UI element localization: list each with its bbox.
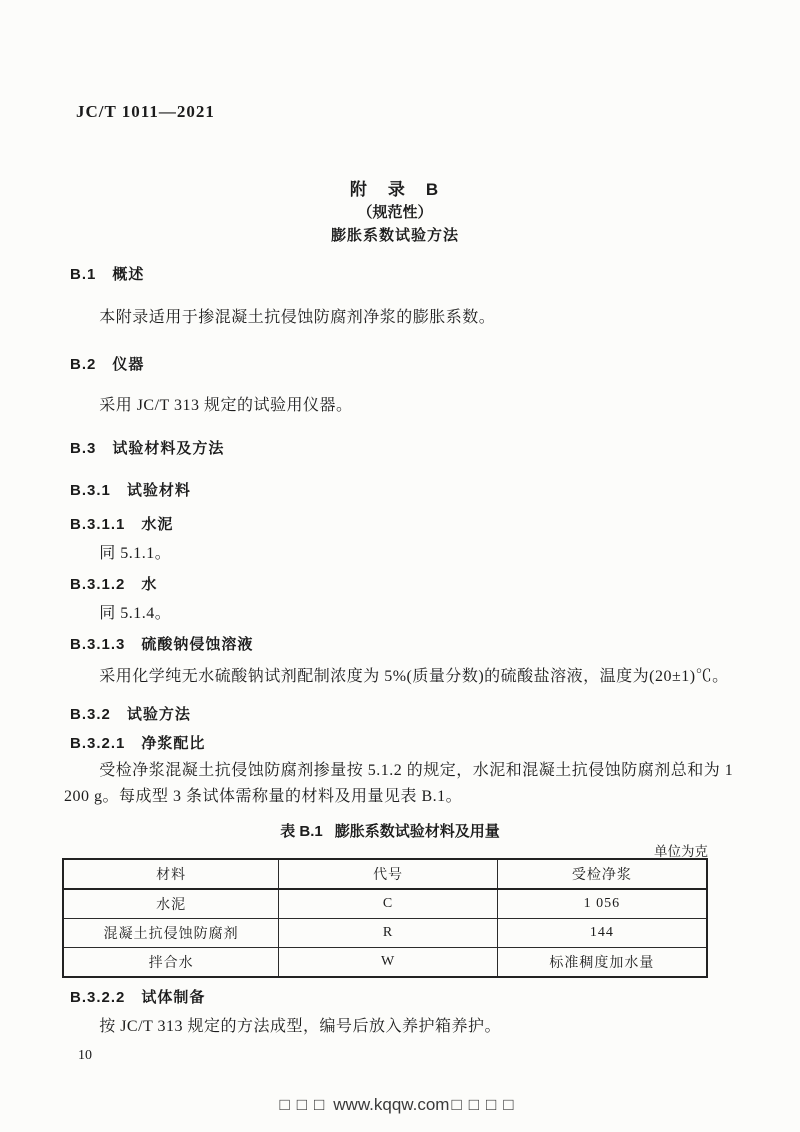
section-number: B.3.1.1 [70, 516, 126, 533]
table-row [63, 889, 707, 919]
paragraph-b1: 本附录适用于掺混凝土抗侵蚀防腐剂净浆的膨胀系数。 [99, 309, 496, 326]
section-title: 硫酸钠侵蚀溶液 [141, 636, 254, 653]
cell-code: R [279, 919, 497, 948]
section-heading-b1 [70, 263, 144, 284]
watermark-boxes-left: □□□ [279, 1095, 332, 1114]
paragraph-b2: 采用 JC/T 313 规定的试验用仪器。 [99, 397, 353, 414]
table-header-row [63, 859, 707, 889]
section-heading-b313 [70, 633, 253, 654]
appendix-title-line2: （规范性） [357, 204, 433, 221]
cell-sample: 1 056 [497, 889, 707, 919]
cell-sample: 144 [497, 919, 707, 948]
section-title: 净浆配比 [141, 735, 206, 752]
cell-material: 拌合水 [63, 948, 279, 978]
doc-code: JC/T 1011—2021 [76, 102, 215, 121]
paragraph-b312: 同 5.1.4。 [99, 605, 172, 622]
page-number: 10 [78, 1048, 92, 1063]
paragraph-b321: 受检净浆混凝土抗侵蚀防腐剂掺量按 5.1.2 的规定，水泥和混凝土抗侵蚀防腐剂总和为 1 200 g。每成型 3 条试体需称量的材料及用量见表 B.1。 [64, 762, 734, 805]
section-number: B.3.1.2 [70, 576, 126, 593]
section-title: 概述 [112, 266, 145, 283]
watermark [0, 1095, 800, 1115]
table-caption-title: 膨胀系数试验材料及用量 [334, 823, 500, 840]
section-title: 试验方法 [126, 706, 191, 723]
section-title: 水泥 [141, 516, 174, 533]
section-heading-b2 [70, 353, 144, 374]
section-title: 仪器 [112, 356, 145, 373]
section-number: B.2 [70, 356, 97, 373]
cell-code: W [279, 948, 497, 978]
section-heading-b31 [70, 479, 191, 500]
section-number: B.3.2 [70, 706, 111, 723]
table-row [63, 919, 707, 948]
cell-sample: 标准稠度加水量 [497, 948, 707, 978]
table-b1 [62, 858, 708, 978]
section-title: 试体制备 [141, 989, 206, 1006]
section-heading-b311 [70, 513, 173, 534]
cell-code: C [279, 889, 497, 919]
cell-material: 水泥 [63, 889, 279, 919]
section-title: 水 [141, 576, 158, 593]
column-header-sample: 受检净浆 [497, 859, 707, 889]
appendix-title [0, 178, 790, 247]
section-heading-b312 [70, 573, 157, 594]
table-row [63, 948, 707, 978]
section-heading-b322 [70, 986, 205, 1007]
section-number: B.3.2.2 [70, 989, 126, 1006]
section-number: B.1 [70, 266, 97, 283]
table-caption [0, 820, 780, 841]
cell-material: 混凝土抗侵蚀防腐剂 [63, 919, 279, 948]
section-number: B.3.2.1 [70, 735, 126, 752]
watermark-url: www.kqqw.com [333, 1095, 450, 1114]
table-caption-number: 表 B.1 [280, 823, 323, 840]
section-heading-b32 [70, 703, 191, 724]
section-title: 试验材料及方法 [112, 440, 225, 457]
watermark-boxes-right: □□□□ [451, 1095, 521, 1114]
paragraph-b322: 按 JC/T 313 规定的方法成型，编号后放入养护箱养护。 [99, 1018, 502, 1035]
section-title: 试验材料 [126, 482, 191, 499]
section-heading-b321 [70, 732, 205, 753]
column-header-material: 材料 [63, 859, 279, 889]
section-number: B.3.1 [70, 482, 111, 499]
paragraph-b311: 同 5.1.1。 [99, 545, 172, 562]
appendix-title-line1: 附 录 B [349, 180, 441, 199]
table-unit-note: 单位为克 [654, 844, 708, 859]
section-number: B.3.1.3 [70, 636, 126, 653]
section-heading-b3 [70, 437, 224, 458]
appendix-title-line3: 膨胀系数试验方法 [330, 227, 459, 244]
column-header-code: 代号 [279, 859, 497, 889]
paragraph-b313: 采用化学纯无水硫酸钠试剂配制浓度为 5%(质量分数)的硫酸盐溶液，温度为(20±1)℃。 [99, 668, 729, 685]
section-number: B.3 [70, 440, 97, 457]
